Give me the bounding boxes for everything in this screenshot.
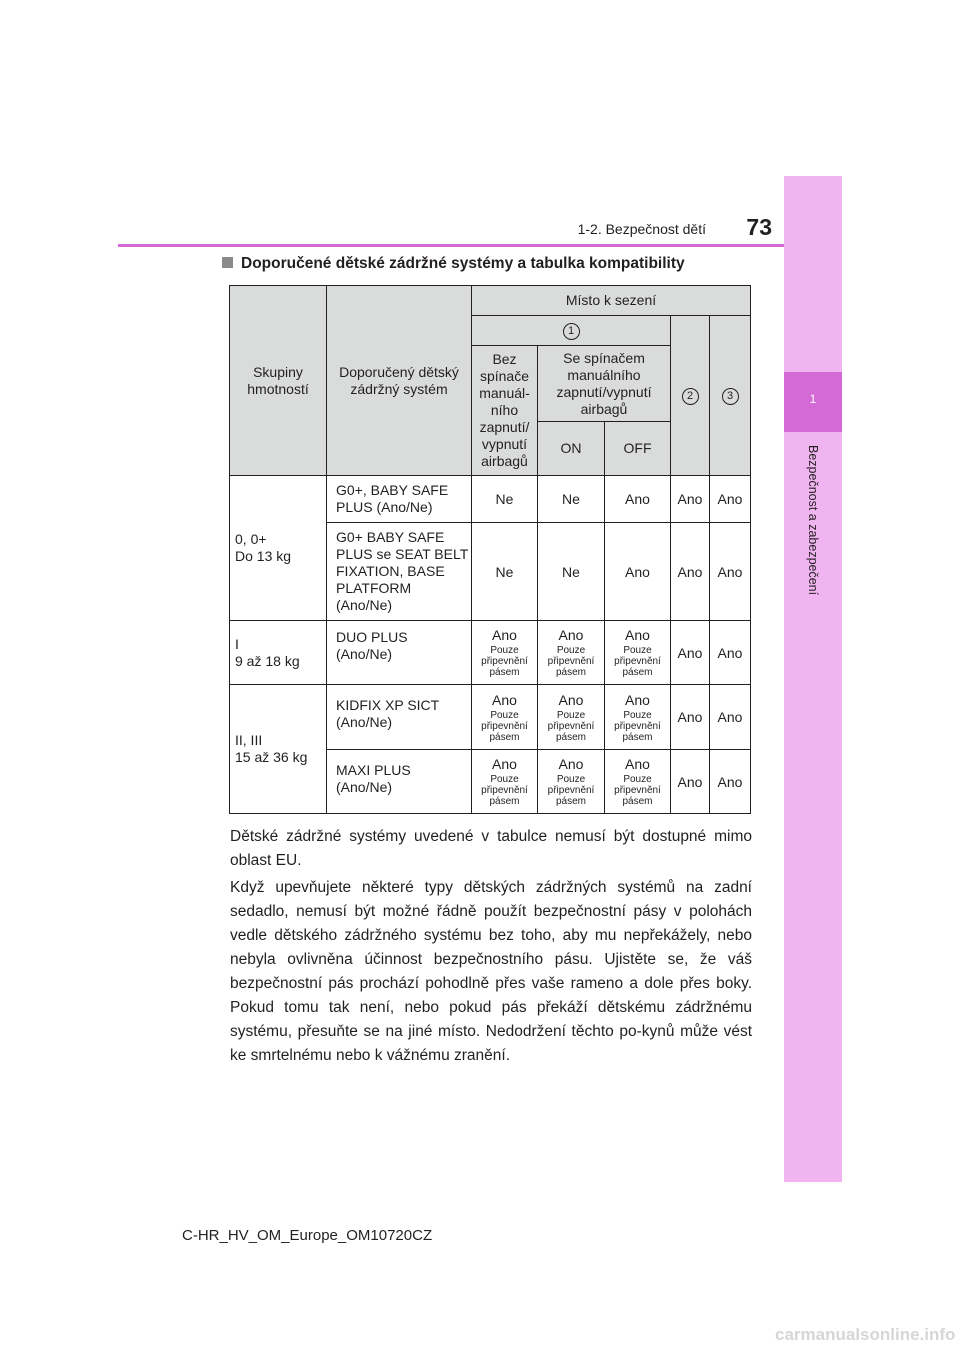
compat-note: Pouze připevnění pásem [547,774,595,807]
compat-note: Pouze připevnění pásem [614,774,661,807]
position-1-icon: 1 [563,323,580,340]
compat-note: Pouze připevnění pásem [481,645,528,678]
compat-note: Pouze připevnění pásem [547,709,595,743]
compat-cell: Ano [710,685,751,750]
compat-note: Pouze připevnění pásem [481,709,528,743]
compat-cell: Ano [710,750,751,814]
table-row [230,476,751,523]
compat-cell: Ano [710,621,751,685]
page-number: 73 [746,214,772,240]
compat-cell: Ne [472,523,538,621]
chapter-number: 1 [809,392,817,406]
weight-group-cell: II, III 15 až 36 kg [230,685,327,814]
chapter-number-box [784,372,842,432]
compat-cell: Ano [671,750,710,814]
header-seating-position: Místo k sezení [472,286,751,316]
compat-cell: Ne [538,476,605,523]
compat-cell [472,685,538,750]
section-heading-text: Doporučené dětské zádržné systémy a tabulka kompatibility [241,255,685,272]
system-cell: KIDFIX XP SICT (Ano/Ne) [327,685,472,750]
compat-cell [472,750,538,814]
compat-note: Pouze připevnění pásem [481,774,528,807]
compat-value: Ano [558,627,584,643]
header-no-airbag-switch: Bez spínače manuál-ního zapnutí/ vypnutí airbagů [472,346,538,476]
chapter-title-vertical [772,445,854,625]
watermark: carmanualsonline.info [775,1325,956,1344]
compat-cell: Ano [710,476,751,523]
compat-cell [538,750,605,814]
compat-cell [472,621,538,685]
compat-note: Pouze připevnění pásem [614,645,661,678]
chapter-side-tab [784,176,842,1182]
position-2-icon: 2 [682,388,699,405]
compat-value: Ano [492,691,517,708]
compat-cell: Ano [605,523,671,621]
compat-value: Ano [558,691,584,708]
header-with-airbag-switch: Se spínačem manuálního zapnutí/vypnutí airbagů [538,346,671,422]
availability-note: Dětské zádržné systémy uvedené v tabulce nemusí být dostupné mimo oblast EU. [230,828,752,869]
header-section-title: 1-2. Bezpečnost dětí [577,221,706,237]
table-header-row [230,286,751,316]
weight-group-cell: I 9 až 18 kg [230,621,327,685]
compat-value: Ano [625,627,650,643]
seatbelt-warning-paragraph: Když upevňujete některé typy dětských zádržných systémů na zadní sedadlo, nemusí být možné řádně použít bezpečnostní pásy v polohách vedle dětského zádržného systému bez toho, aby mu nepřekážely, nebo nebyla ovlivněna účinnost bezpečnostního pásu. Ujistěte se, že váš bezpečnostní pás prochází pohodlně přes vaše rameno a dole přes boky. Pokud tomu tak není, nebo pokud pás překáží dětskému zádržnému systému, přesuňte se na jiné místo. Nedodržení těchto po-kynů může vést ke smrtelnému nebo k vážnému zranění. [230,879,752,1064]
position-3-icon: 3 [722,388,739,405]
header-recommended-system: Doporučený dětský zádržný systém [327,286,472,476]
system-cell: DUO PLUS (Ano/Ne) [327,621,472,685]
weight-group-cell: 0, 0+ Do 13 kg [230,476,327,621]
compat-note: Pouze připevnění pásem [547,645,595,678]
header-position-1 [472,316,671,346]
compat-cell [538,621,605,685]
compat-value: Ano [492,627,517,643]
compatibility-table [229,285,751,814]
header-position-2 [671,316,710,476]
square-bullet-icon [222,257,233,268]
table-row [230,621,751,685]
compat-cell: Ano [671,621,710,685]
compat-cell: Ne [538,523,605,621]
compat-cell: Ano [671,476,710,523]
compat-cell: Ne [472,476,538,523]
system-cell: MAXI PLUS (Ano/Ne) [327,750,472,814]
compat-cell [538,685,605,750]
compat-cell: Ano [605,476,671,523]
system-cell: G0+ BABY SAFE PLUS se SEAT BELT FIXATION, BASE PLATFORM (Ano/Ne) [327,523,472,621]
compat-cell [605,621,671,685]
header-on: ON [538,422,605,476]
section-heading [222,255,782,273]
chapter-title: Bezpečnost a zabezpečení [806,445,820,596]
header-position-3 [710,316,751,476]
header-off: OFF [605,422,671,476]
compat-value: Ano [558,756,584,772]
table-row [230,685,751,750]
compat-value: Ano [492,756,517,772]
compat-value: Ano [625,756,650,772]
compat-cell: Ano [671,523,710,621]
compat-cell: Ano [710,523,751,621]
compat-cell [605,685,671,750]
compat-cell: Ano [671,685,710,750]
header-weight-groups: Skupiny hmotností [230,286,327,476]
header-divider [118,244,784,247]
document-code: C-HR_HV_OM_Europe_OM10720CZ [182,1227,433,1244]
compat-note: Pouze připevnění pásem [614,709,661,743]
system-cell: G0+, BABY SAFE PLUS (Ano/Ne) [327,476,472,523]
compat-value: Ano [625,691,650,708]
compat-cell [605,750,671,814]
